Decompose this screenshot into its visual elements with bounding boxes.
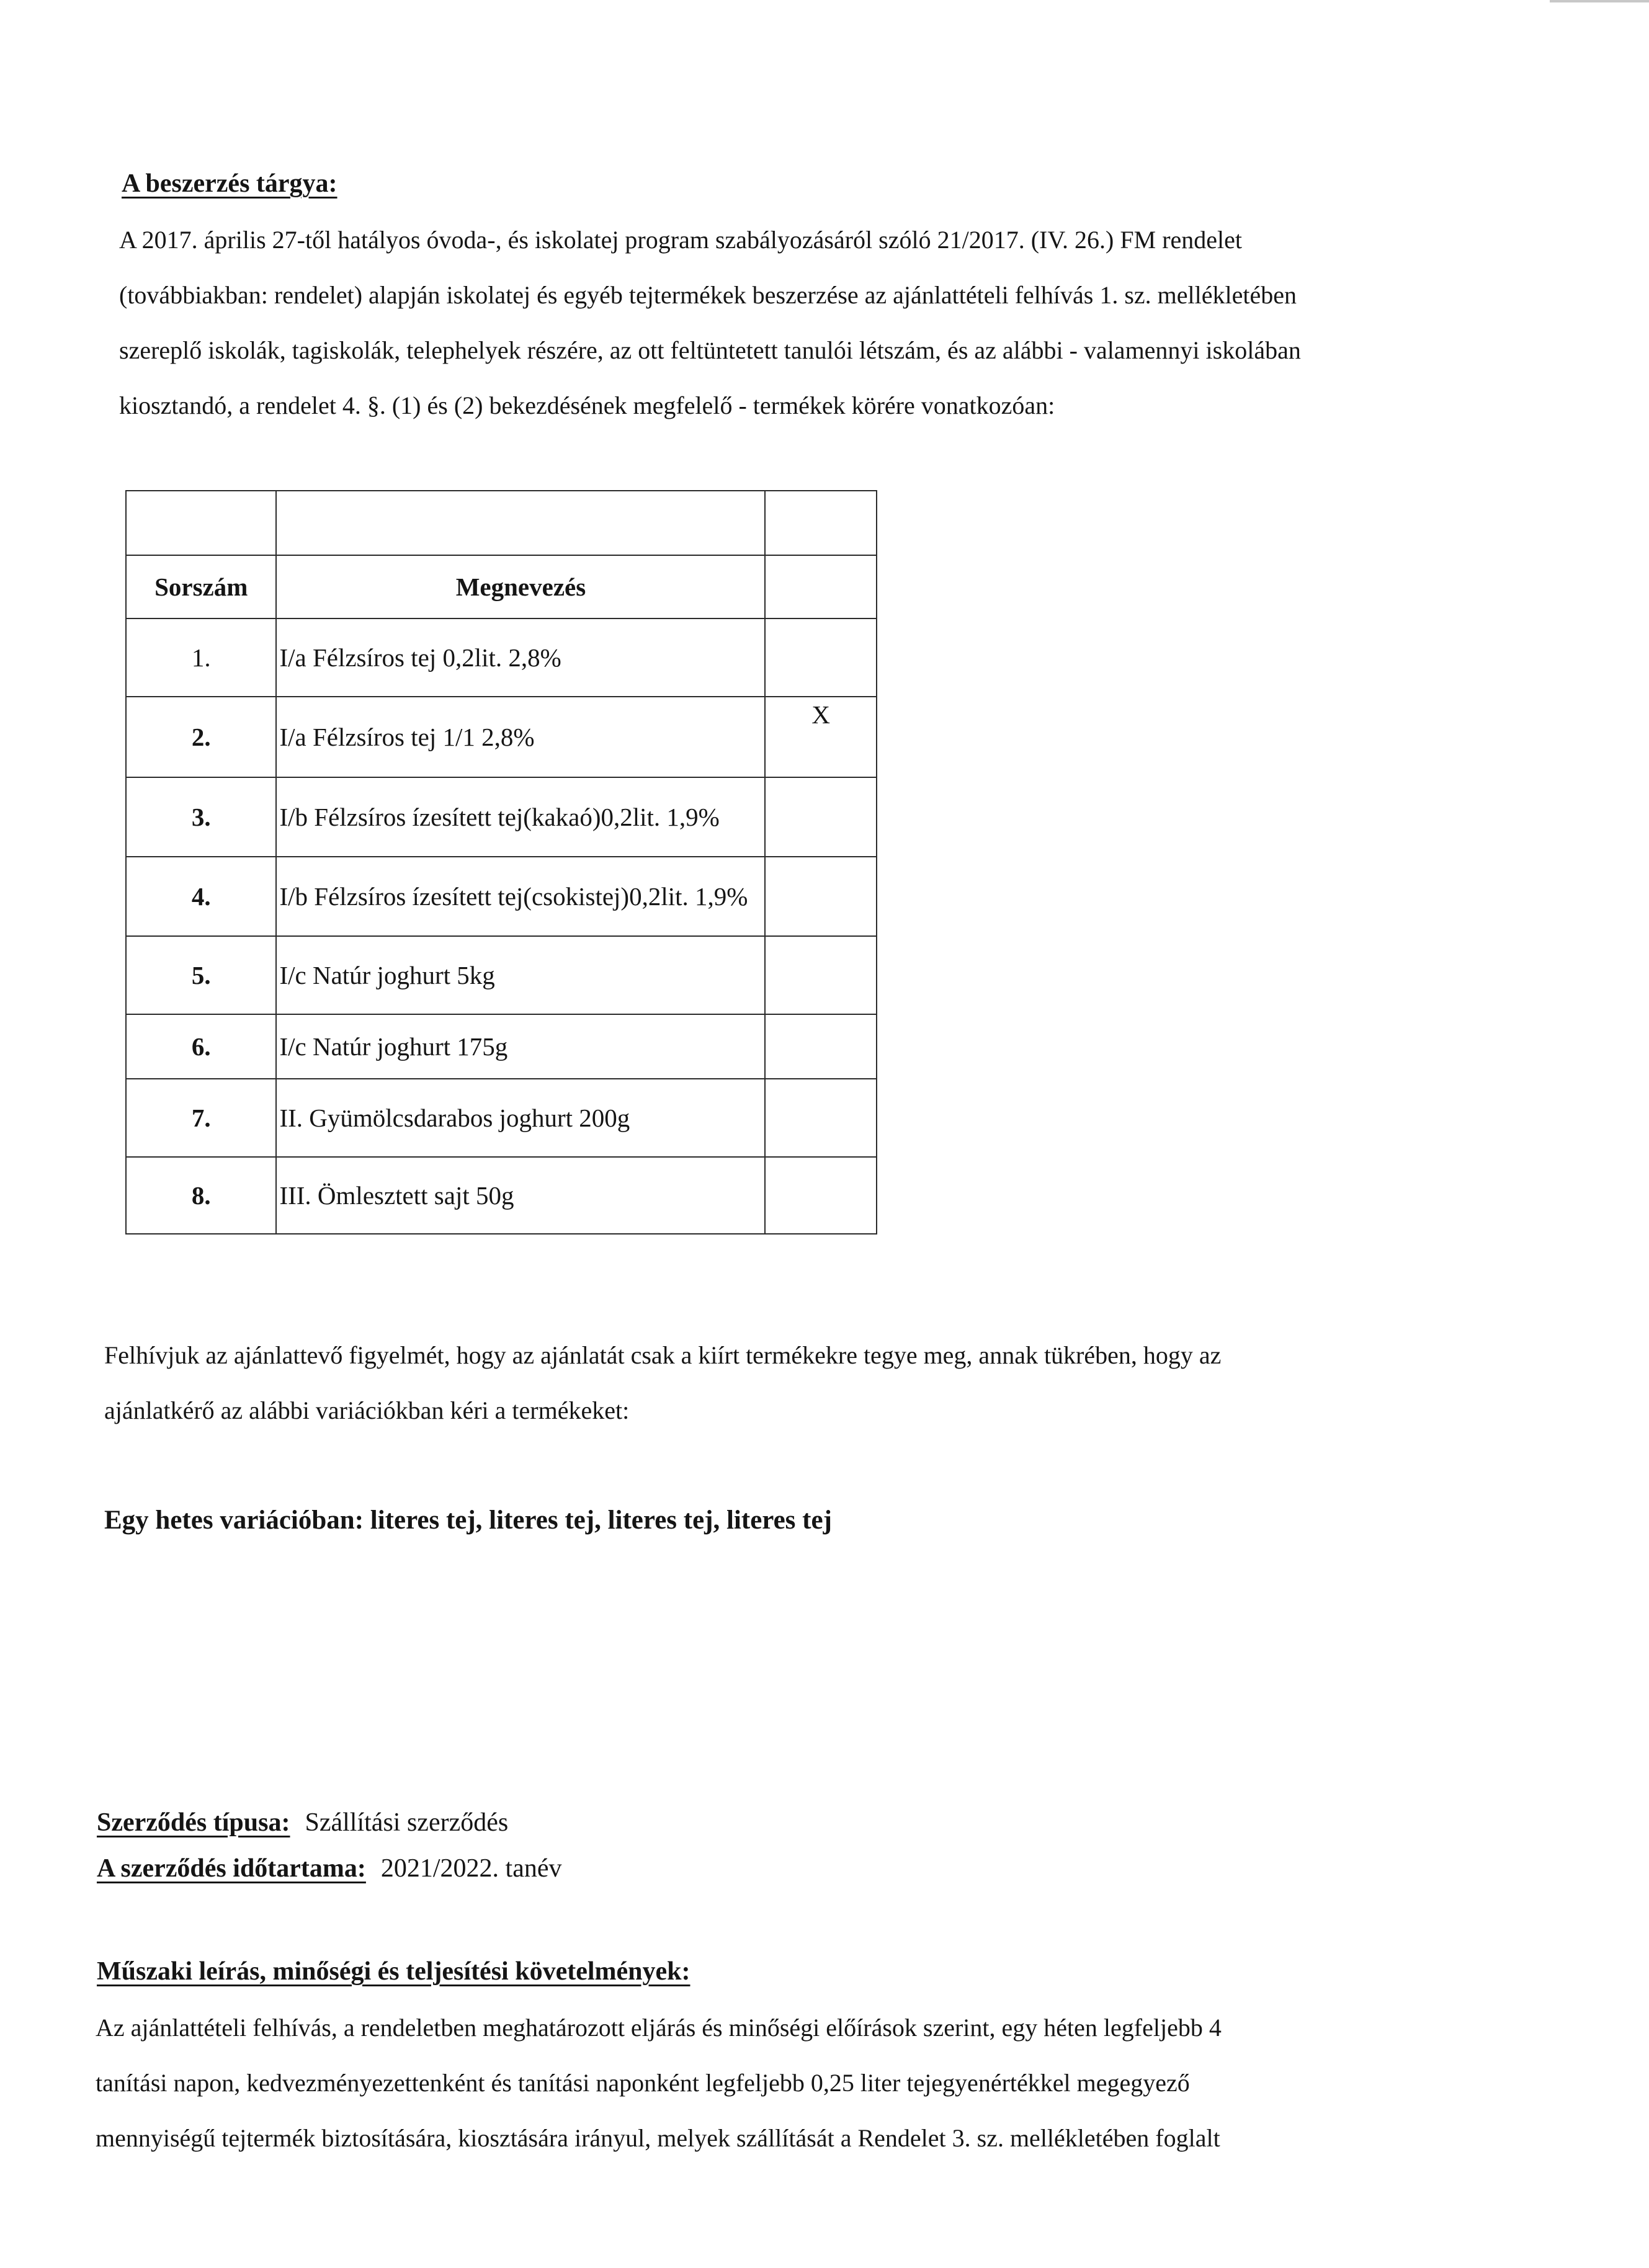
contract-duration bbox=[97, 1854, 562, 1883]
row-mark bbox=[765, 1079, 877, 1157]
row-number: 6. bbox=[126, 1014, 276, 1079]
subject-line: (továbbiakban: rendelet) alapján iskolatej és egyéb tejtermékek beszerzése az ajánlattételi felhívás 1. sz. mellékletében bbox=[119, 281, 1297, 309]
row-name: II. Gyümölcsdarabos joghurt 200g bbox=[276, 1079, 765, 1157]
technical-heading: Műszaki leírás, minőségi és teljesítési követelmények: bbox=[97, 1957, 690, 1986]
subject-line: szereplő iskolák, tagiskolák, telephelyek részére, az ott feltüntetett tanulói létszám, és az alábbi - valamennyi iskolában bbox=[119, 336, 1301, 364]
weekly-variation: Egy hetes variációban: literes tej, literes tej, literes tej, literes tej bbox=[104, 1506, 832, 1535]
technical-line: Az ajánlattételi felhívás, a rendeletben meghatározott eljárás és minőségi előírások szerint, egy héten legfeljebb 4 bbox=[96, 2014, 1222, 2042]
contract-duration-label: A szerződés időtartama: bbox=[97, 1854, 366, 1883]
row-mark bbox=[765, 936, 877, 1014]
row-mark bbox=[765, 1014, 877, 1079]
row-name: I/a Félzsíros tej 1/1 2,8% bbox=[276, 697, 765, 777]
subject-line: kiosztandó, a rendelet 4. §. (1) és (2) bekezdésének megfelelő - termékek körére vonatkozóan: bbox=[119, 391, 1055, 419]
table-header-row bbox=[126, 555, 877, 618]
product-table bbox=[125, 490, 877, 1234]
row-number: 3. bbox=[126, 777, 276, 857]
row-name: I/a Félzsíros tej 0,2lit. 2,8% bbox=[276, 618, 765, 697]
row-number: 2. bbox=[126, 697, 276, 777]
row-number: 4. bbox=[126, 857, 276, 936]
header-mark bbox=[765, 555, 877, 618]
notice-line: Felhívjuk az ajánlattevő figyelmét, hogy az ajánlatát csak a kiírt termékekre tegye meg, annak tükrében, hogy az bbox=[104, 1341, 1222, 1369]
table-row bbox=[126, 857, 877, 936]
subject-paragraph bbox=[119, 212, 1546, 433]
subject-line: A 2017. április 27-től hatályos óvoda-, és iskolatej program szabályozásáról szóló 21/2017. (IV. 26.) FM rendelet bbox=[119, 226, 1242, 254]
row-name: I/b Félzsíros ízesített tej(csokistej)0,2lit. 1,9% bbox=[276, 857, 765, 936]
notice-line: ajánlatkérő az alábbi variációkban kéri a termékeket: bbox=[104, 1396, 630, 1424]
row-name: III. Ömlesztett sajt 50g bbox=[276, 1157, 765, 1234]
table-row bbox=[126, 936, 877, 1014]
table-row bbox=[126, 618, 877, 697]
row-mark bbox=[765, 857, 877, 936]
table-row bbox=[126, 1157, 877, 1234]
technical-line: mennyiségű tejtermék biztosítására, kiosztására irányul, melyek szállítását a Rendelet 3. sz. mellékletében foglalt bbox=[96, 2124, 1220, 2152]
table-row bbox=[126, 1079, 877, 1157]
table-row bbox=[126, 1014, 877, 1079]
contract-duration-value: 2021/2022. tanév bbox=[380, 1854, 562, 1883]
technical-paragraph bbox=[96, 2000, 1522, 2166]
row-name: I/c Natúr joghurt 5kg bbox=[276, 936, 765, 1014]
table-row bbox=[126, 777, 877, 857]
row-name: I/c Natúr joghurt 175g bbox=[276, 1014, 765, 1079]
row-mark: X bbox=[765, 697, 877, 777]
contract-type-value: Szállítási szerződés bbox=[305, 1808, 509, 1837]
row-number: 7. bbox=[126, 1079, 276, 1157]
table-row bbox=[126, 697, 877, 777]
header-name: Megnevezés bbox=[276, 555, 765, 618]
table-spacer-row bbox=[126, 491, 877, 555]
row-mark bbox=[765, 777, 877, 857]
contract-type bbox=[97, 1808, 508, 1837]
contract-type-label: Szerződés típusa: bbox=[97, 1808, 290, 1837]
subject-heading: A beszerzés tárgya: bbox=[122, 169, 337, 198]
row-mark bbox=[765, 618, 877, 697]
row-number: 1. bbox=[126, 618, 276, 697]
header-number: Sorszám bbox=[126, 555, 276, 618]
row-number: 5. bbox=[126, 936, 276, 1014]
row-number: 8. bbox=[126, 1157, 276, 1234]
row-name: I/b Félzsíros ízesített tej(kakaó)0,2lit. 1,9% bbox=[276, 777, 765, 857]
row-mark bbox=[765, 1157, 877, 1234]
notice-paragraph bbox=[104, 1328, 1537, 1438]
technical-line: tanítási napon, kedvezményezettenként és tanítási naponként legfeljebb 0,25 liter tejegyenértékkel megegyező bbox=[96, 2069, 1190, 2097]
scan-edge-mark bbox=[1550, 0, 1649, 2]
